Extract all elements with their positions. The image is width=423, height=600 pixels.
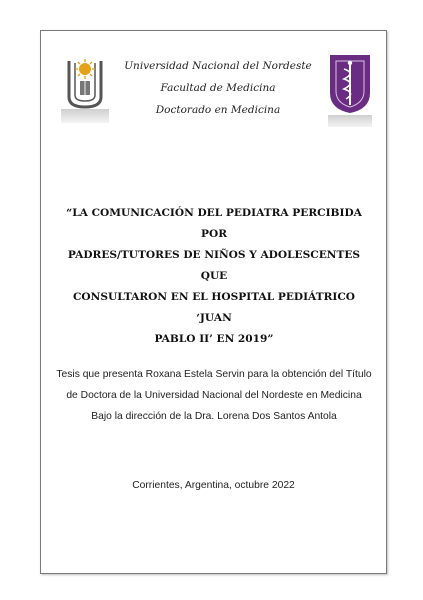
title-line: “LA COMUNICACIÓN DEL PEDIATRA PERCIBIDA POR (66, 207, 362, 240)
title-line: PADRES/TUTORES DE NIÑOS Y ADOLESCENTES QUE (67, 249, 361, 282)
statement-line: Bajo la dirección de la Dra. Lorena Dos Santos Antola (91, 411, 337, 422)
thesis-title (55, 203, 373, 350)
cover-page (40, 30, 387, 574)
thesis-statement (49, 364, 379, 427)
medicine-faculty-crest-icon (328, 51, 372, 129)
university-name: Universidad Nacional del Nordeste (124, 60, 312, 72)
faculty-name: Facultad de Medicina (160, 82, 276, 94)
place-and-date: Corrientes, Argentina, octubre 2022 (132, 480, 295, 491)
institution-header (113, 55, 323, 121)
title-line: CONSULTARON EN EL HOSPITAL PEDIÁTRICO ‘JUAN (73, 291, 355, 324)
title-line: PABLO II’ EN 2019” (154, 333, 274, 345)
statement-line: Tesis que presenta Roxana Estela Servin para la obtención del Título (56, 369, 372, 380)
university-seal-icon (61, 53, 109, 125)
program-name: Doctorado en Medicina (155, 104, 281, 116)
statement-line: de Doctora de la Universidad Nacional del Nordeste en Medicina (66, 390, 362, 401)
